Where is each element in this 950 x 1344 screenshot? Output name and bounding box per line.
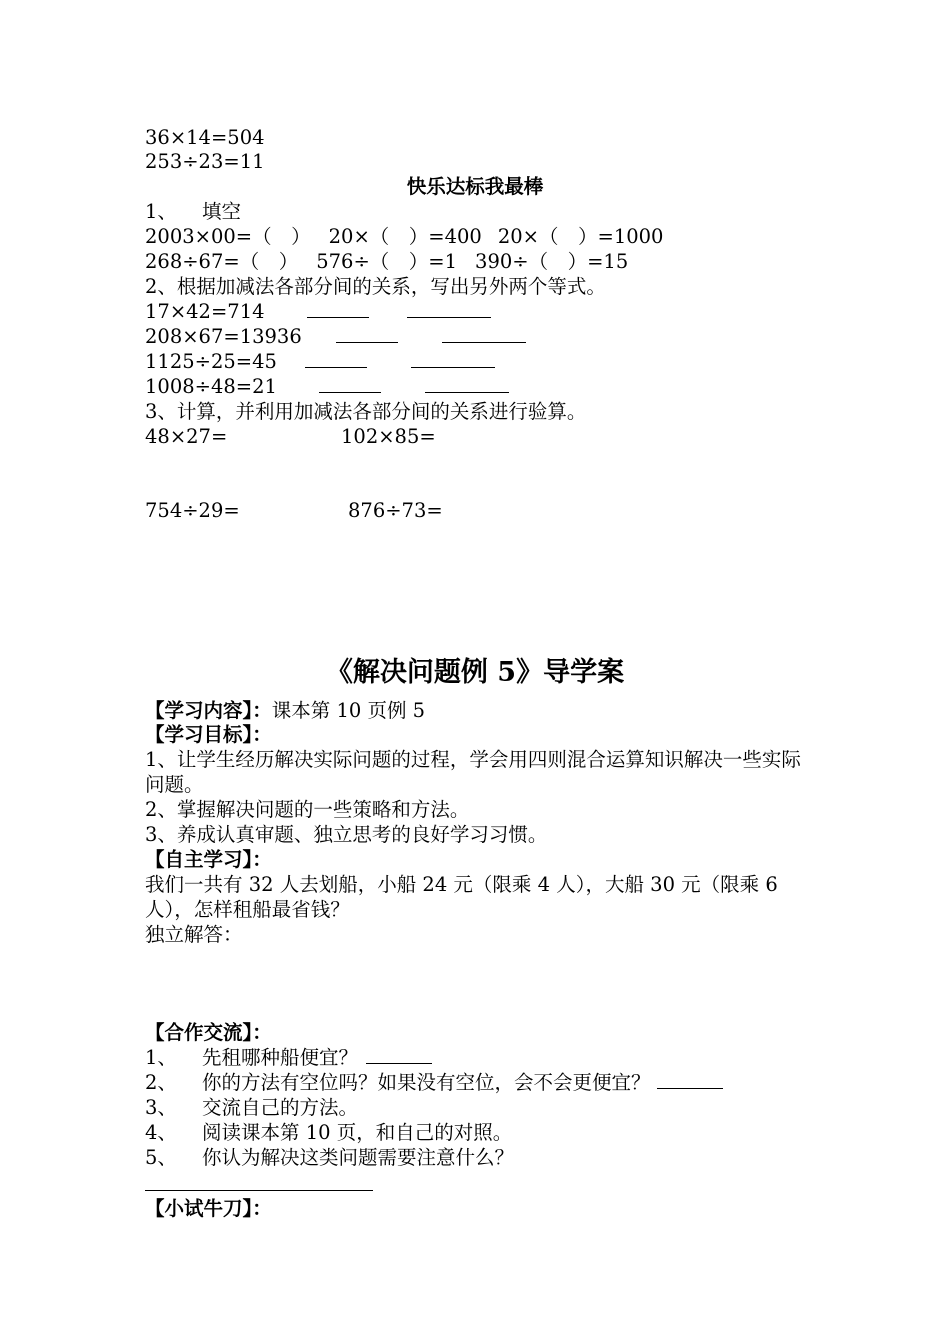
fill-item: 390÷（ ）=15: [475, 250, 629, 273]
answer-blank[interactable]: [319, 374, 381, 393]
content-text: 课本第 10 页例 5: [271, 699, 426, 722]
fill-in-row: [145, 249, 628, 274]
page-title: 《解决问题例 5》导学案: [325, 657, 625, 688]
fill-item: 576÷（ ）=1: [316, 250, 458, 273]
fill-item: 2003×00=（ ）: [145, 225, 311, 248]
calc-row: [145, 498, 443, 523]
calc-item: 48×27=: [145, 425, 228, 448]
fill-in-row: [145, 224, 663, 249]
section-label: 【小试牛刀】：: [145, 1197, 272, 1220]
answer-blank[interactable]: [442, 324, 526, 343]
fill-item: 20×（ ）=1000: [497, 225, 664, 248]
question-heading: 2、根据加减法各部分间的关系，写出另外两个等式。: [145, 275, 606, 298]
question-heading: 3、计算，并利用加减法各部分间的关系进行验算。: [145, 400, 587, 423]
equation-row: [145, 299, 491, 324]
equation-row: [145, 324, 526, 349]
item-text: 先租哪种船便宜？: [202, 1046, 359, 1069]
answer-blank[interactable]: [411, 349, 495, 368]
equation-line: 36×14=504: [145, 126, 265, 149]
answer-blank[interactable]: [425, 374, 509, 393]
given-equation: 1125÷25=45: [145, 350, 277, 373]
fill-item: 268÷67=（ ）: [145, 250, 299, 273]
question-heading: [145, 199, 241, 224]
answer-blank[interactable]: [305, 349, 367, 368]
equation-line: 253÷23=11: [145, 150, 265, 173]
list-item: [145, 1070, 723, 1095]
answer-blank[interactable]: [307, 299, 369, 318]
list-item: [145, 1145, 514, 1170]
calc-item: 102×85=: [341, 425, 436, 448]
problem-text: 我们一共有 32 人去划船，小船 24 元（限乘 4 人），大船 30 元（限乘 6 人），怎样租船最省钱？: [145, 873, 778, 921]
list-item: [145, 1120, 512, 1145]
item-number: 3、: [145, 1096, 177, 1119]
answer-line[interactable]: [145, 1190, 373, 1191]
item-text: 阅读课本第 10 页，和自己的对照。: [202, 1121, 513, 1144]
item-number: 1、: [145, 1046, 177, 1069]
section-title: 快乐达标我最棒: [406, 175, 544, 198]
section-label: 【学习内容】：: [145, 699, 272, 722]
item-number: 4、: [145, 1121, 177, 1144]
item-text: 交流自己的方法。: [202, 1096, 359, 1119]
given-equation: 1008÷48=21: [145, 375, 277, 398]
calc-item: 876÷73=: [348, 499, 443, 522]
fill-item: 20×（ ）=400: [328, 225, 482, 248]
equation-row: [145, 349, 495, 374]
answer-blank[interactable]: [407, 299, 491, 318]
item-number: 5、: [145, 1146, 177, 1169]
section-label: 【合作交流】：: [145, 1021, 272, 1044]
answer-blank[interactable]: [657, 1070, 723, 1089]
section-label: 【学习目标】：: [145, 723, 272, 746]
content-line: [145, 698, 425, 723]
item-text: 你认为解决这类问题需要注意什么？: [202, 1146, 515, 1169]
section-label: 【自主学习】：: [145, 848, 272, 871]
list-item: [145, 1045, 432, 1070]
answer-blank[interactable]: [366, 1045, 432, 1064]
item-text: 你的方法有空位吗？如果没有空位，会不会更便宜？: [202, 1071, 651, 1094]
given-equation: 208×67=13936: [145, 325, 302, 348]
goal-item: 1、让学生经历解决实际问题的过程，学会用四则混合运算知识解决一些实际问题。: [145, 748, 801, 796]
goal-item: 3、养成认真审题、独立思考的良好学习习惯。: [145, 823, 548, 846]
calc-item: 754÷29=: [145, 499, 240, 522]
equation-row: [145, 374, 509, 399]
solve-label: 独立解答：: [145, 923, 243, 946]
question-label: 填空: [202, 200, 242, 223]
question-number: 1、: [145, 200, 177, 223]
item-number: 2、: [145, 1071, 177, 1094]
list-item: [145, 1095, 358, 1120]
calc-row: [145, 424, 436, 449]
given-equation: 17×42=714: [145, 300, 265, 323]
answer-blank[interactable]: [336, 324, 398, 343]
goal-item: 2、掌握解决问题的一些策略和方法。: [145, 798, 470, 821]
